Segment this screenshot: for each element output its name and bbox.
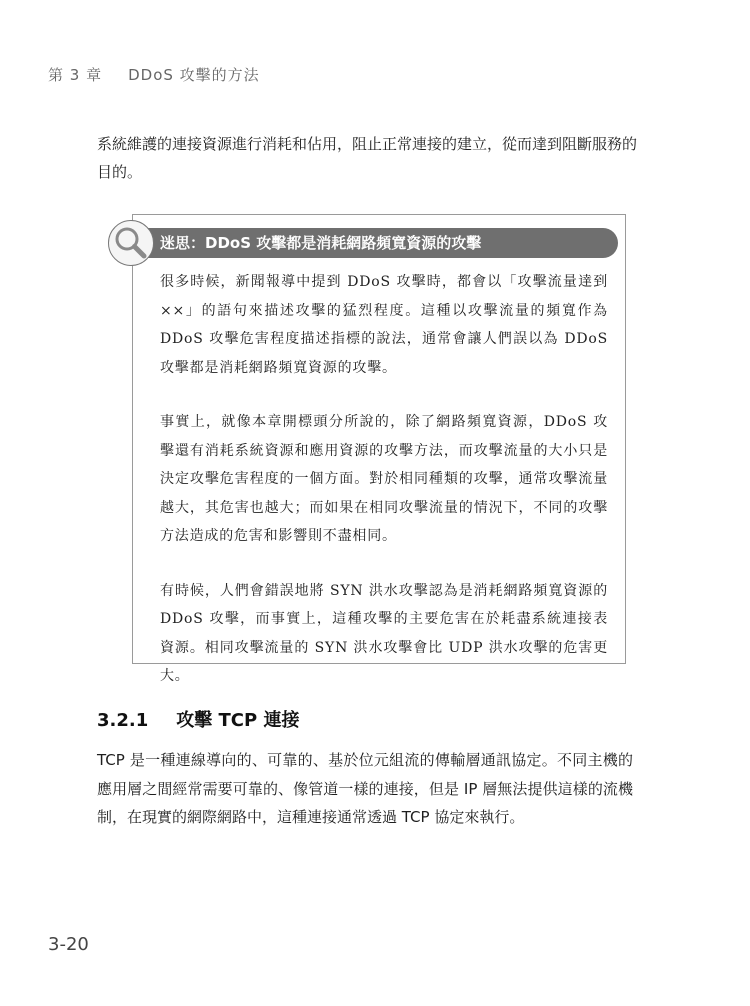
callout-paragraph: 很多時候，新聞報導中提到 DDoS 攻擊時，都會以「攻擊流量達到××」的語句來描述攻擊的猛烈程度。這種以攻擊流量的頻寬作為 DDoS 攻擊危害程度描述指標的說法，通常會讓人們誤以為 DDoS 攻擊都是消耗網路頻寬資源的攻擊。 bbox=[160, 274, 608, 376]
intro-paragraph: 系統維護的連接資源進行消耗和佔用，阻止正常連接的建立，從而達到阻斷服務的目的。 bbox=[97, 135, 638, 181]
callout-body bbox=[160, 268, 608, 691]
callout-title: 迷思：DDoS 攻擊都是消耗網路頻寬資源的攻擊 bbox=[160, 234, 482, 252]
section-number: 3.2.1 bbox=[97, 710, 149, 731]
running-header bbox=[48, 64, 260, 85]
section-heading bbox=[97, 706, 299, 732]
callout-paragraph: 事實上，就像本章開標頭分所說的，除了網路頻寬資源，DDoS 攻擊還有消耗系統資源和應用資源的攻擊方法，而攻擊流量的大小只是決定攻擊危害程度的一個方面。對於相同種類的攻擊，通常攻擊流量越大，其危害也越大；而如果在相同攻擊流量的情況下，不同的攻擊方法造成的危害和影響則不盡相同。 bbox=[160, 414, 608, 544]
callout-paragraph: 有時候，人們會錯誤地將 SYN 洪水攻擊認為是消耗網路頻寬資源的 DDoS 攻擊，而事實上，這種攻擊的主要危害在於耗盡系統連接表資源。相同攻擊流量的 SYN 洪水攻擊會比 UDP 洪水攻擊的危害更大。 bbox=[160, 582, 608, 684]
chapter-title: DDoS 攻擊的方法 bbox=[128, 66, 260, 84]
section-paragraph: TCP 是一種連線導向的、可靠的、基於位元組流的傳輸層通訊協定。不同主機的應用層之間經常需要可靠的、像管道一樣的連接，但是 IP 層無法提供這樣的流機制，在現實的網際網路中，這種連接通常透過 TCP 協定來執行。 bbox=[97, 751, 633, 826]
page-number: 3-20 bbox=[48, 934, 89, 955]
magnifier-icon bbox=[108, 220, 154, 266]
section-title: 攻擊 TCP 連接 bbox=[176, 710, 300, 731]
chapter-label: 第 3 章 bbox=[48, 66, 103, 84]
